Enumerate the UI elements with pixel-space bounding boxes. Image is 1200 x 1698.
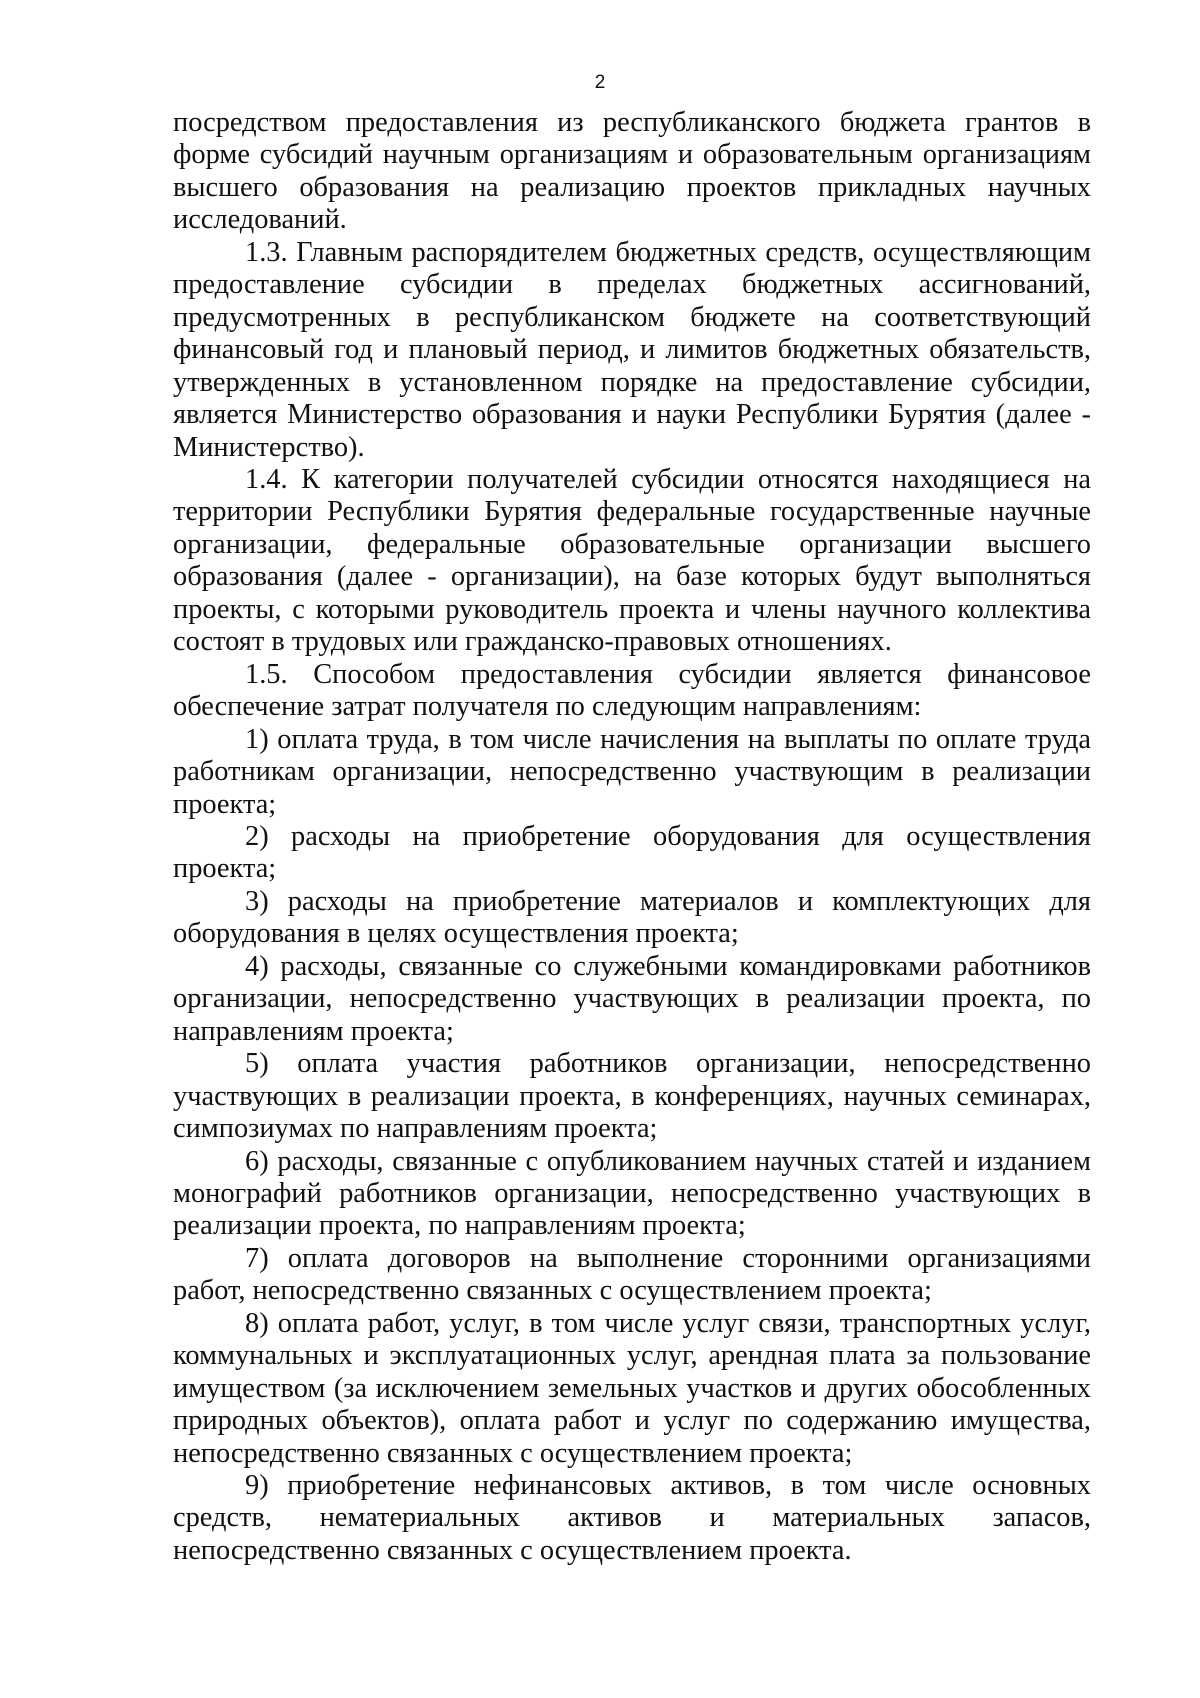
paragraph-continuation: посредством предоставления из республиканского бюджета грантов в форме субсидий научным организациям и образовательным организациям высшего образования на реализацию проектов прикладных научных исследований. — [173, 107, 1091, 236]
list-item-1: 1) оплата труда, в том числе начисления на выплаты по оплате труда работникам организации, непосредственно участвующим в реализации проекта; — [173, 723, 1091, 820]
list-item-8: 8) оплата работ, услуг, в том числе услуг связи, транспортных услуг, коммунальных и эксплуатационных услуг, арендная плата за пользование имуществом (за исключением земельных участков и других обособленных природных объектов), оплата работ и услуг по содержанию имущества, непосредственно связанных с осуществлением проекта; — [173, 1307, 1091, 1469]
paragraph-1-4: 1.4. К категории получателей субсидии относятся находящиеся на территории Республики Бурятия федеральные государственные научные организации, федеральные образовательные организации высшего образования (далее - организации), на базе которых будут выполняться проекты, с которыми руководитель проекта и члены научного коллектива состоят в трудовых или гражданско-правовых отношениях. — [173, 463, 1091, 658]
document-body — [173, 107, 1091, 1567]
list-item-5: 5) оплата участия работников организации, непосредственно участвующих в реализации проекта, в конференциях, научных семинарах, симпозиумах по направлениям проекта; — [173, 1048, 1091, 1145]
list-item-6: 6) расходы, связанные с опубликованием научных статей и изданием монографий работников организации, непосредственно участвующих в реализации проекта, по направлениям проекта; — [173, 1145, 1091, 1242]
list-item-2: 2) расходы на приобретение оборудования для осуществления проекта; — [173, 820, 1091, 885]
paragraph-1-3: 1.3. Главным распорядителем бюджетных средств, осуществляющим предоставление субсидии в пределах бюджетных ассигнований, предусмотренных в республиканском бюджете на соответствующий финансовый год и плановый период, и лимитов бюджетных обязательств, утвержденных в установленном порядке на предоставление субсидии, является Министерство образования и науки Республики Бурятия (далее - Министерство). — [173, 236, 1091, 463]
list-item-9: 9) приобретение нефинансовых активов, в том числе основных средств, нематериальных активов и материальных запасов, непосредственно связанных с осуществлением проекта. — [173, 1470, 1091, 1566]
list-item-4: 4) расходы, связанные со служебными командировками работников организации, непосредственно участвующих в реализации проекта, по направлениям проекта; — [173, 950, 1091, 1047]
list-item-7: 7) оплата договоров на выполнение сторонними организациями работ, непосредственно связанных с осуществлением проекта; — [173, 1242, 1091, 1307]
paragraph-1-5: 1.5. Способом предоставления субсидии является финансовое обеспечение затрат получателя по следующим направлениям: — [173, 658, 1091, 723]
list-item-3: 3) расходы на приобретение материалов и комплектующих для оборудования в целях осуществления проекта; — [173, 885, 1091, 950]
page-number: 2 — [594, 72, 606, 93]
